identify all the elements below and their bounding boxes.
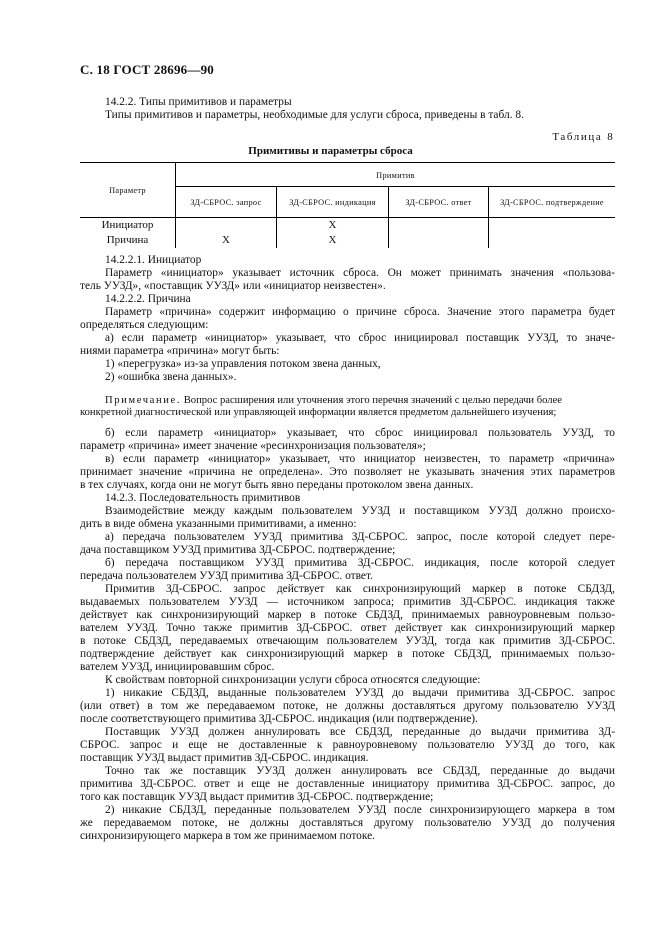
text-line: того как поставщик УУЗД выдаст примитив ЗД-СБРОС. подтверждение; bbox=[80, 791, 434, 803]
text-line: ниями параметра «причина» могут быть: bbox=[80, 345, 280, 357]
note-line: конкретной диагностической или управляющей информации является предметом дальнейшего изучения; bbox=[80, 407, 557, 418]
text-line: параметр «причина» имеет значение «ресинхронизация пользователя»; bbox=[80, 440, 426, 452]
text-line: К свойствам повторной синхронизации услуги сброса относятся следующие: bbox=[105, 674, 481, 686]
text-line: передача пользователем УУЗД примитива ЗД-СБРОС. ответ. bbox=[80, 570, 373, 582]
param-cell: Причина bbox=[106, 234, 149, 246]
text-line: 2) «ошибка звена данных». bbox=[105, 371, 237, 383]
text-line: Параметр «причина» содержит информацию о причине сброса. Значение этого параметра будет bbox=[105, 306, 615, 318]
text-line: вателем УУЗД, инициировавшим сброс. bbox=[80, 661, 275, 673]
table-cell: X bbox=[176, 233, 277, 248]
note-label: Примечание. bbox=[105, 395, 182, 406]
text-line: Поставщик УУЗД должен аннулировать все СБДЗД, переданные до выдачи примитива ЗД- bbox=[105, 726, 615, 738]
param-cell: Инициатор bbox=[101, 219, 154, 232]
text-line: СБРОС. запрос и еще не доставленные к равноуровневому пользователю УУЗД до того, как bbox=[80, 739, 615, 751]
text-line: же передаваемом потоке, не должны доставляться другому пользователю УУЗД до получения bbox=[80, 817, 615, 829]
text-line: 1) никакие СБДЗД, выданные пользователем УУЗД до выдачи примитива ЗД-СБРОС. запрос bbox=[105, 687, 615, 699]
column-header: ЗД-СБРОС. индикация bbox=[277, 187, 389, 218]
text-line: действует как синхронизирующий маркер в потоке СБДЗД, принимаемых равноуровневым пользо- bbox=[80, 609, 615, 621]
table-caption-word: Таблица bbox=[552, 131, 603, 143]
table-cell bbox=[389, 218, 489, 233]
subheading-sequence: 14.2.3. Последовательность примитивов bbox=[105, 492, 301, 504]
table-row bbox=[80, 233, 615, 248]
text-line: принимает значение «причина не определена». Это позволяет не указывать значения этих параметров bbox=[80, 466, 615, 478]
table-cell bbox=[176, 218, 277, 233]
text-line: в потоке СБДЗД, передаваемых отвечающим пользователем УУЗД, тогда как примитив ЗД-СБРОС. bbox=[80, 635, 615, 647]
column-header: ЗД-СБРОС. подтверждение bbox=[489, 187, 616, 218]
text-line: б) если параметр «инициатор» указывает, что сброс инициировал пользователь УУЗД, то bbox=[105, 427, 615, 439]
text-line: дача поставщиком УУЗД примитива ЗД-СБРОС. подтверждение; bbox=[80, 544, 396, 556]
table-cell bbox=[489, 218, 616, 233]
primitives-table bbox=[80, 162, 615, 248]
text-line: Примитив ЗД-СБРОС. запрос действует как синхронизирующий маркер в потоке СБДЗД, bbox=[105, 583, 615, 595]
text-line: а) передача пользователем УУЗД примитива ЗД-СБРОС. запрос, после которой следует пере- bbox=[105, 531, 615, 543]
param-header-cell bbox=[80, 163, 176, 218]
text-line: определяться следующим: bbox=[80, 319, 209, 331]
table-cell: X bbox=[277, 233, 389, 248]
text-line: а) если параметр «инициатор» указывает, что сброс инициировал поставщик УУЗД, то значе- bbox=[105, 332, 615, 344]
text-line: 1) «перегрузка» из-за управления потоком звена данных, bbox=[105, 358, 381, 370]
text-line: синхронизирующего маркера в том же принимаемом потоке. bbox=[80, 830, 376, 842]
text-line: Параметр «инициатор» указывает источник сброса. Он может принимать значения «пользова- bbox=[105, 267, 615, 279]
table-cell bbox=[389, 233, 489, 248]
text-line: б) передача поставщиком УУЗД примитива ЗД-СБРОС. индикация, после которой следует bbox=[105, 557, 615, 569]
section-heading: 14.2.2. Типы примитивов и параметры bbox=[105, 96, 292, 108]
table-cell bbox=[489, 233, 616, 248]
text-line: выдаваемых пользователем УУЗД — источником запроса; примитив ЗД-СБРОС. индикация также bbox=[80, 596, 615, 608]
intro-text: Типы примитивов и параметры, необходимые для услуги сброса, приведены в табл. 8. bbox=[105, 109, 524, 121]
text-line: (или ответ) в том же передаваемом потоке, не должны доставляться другому пользователю УУЗД bbox=[80, 700, 615, 712]
table-row bbox=[80, 218, 615, 233]
subheading-reason: 14.2.2.2. Причина bbox=[105, 293, 191, 305]
page-header: С. 18 ГОСТ 28696—90 bbox=[80, 62, 214, 77]
primitive-header: Примитив bbox=[376, 170, 415, 180]
text-line: подтверждение действует как синхронизирующий маркер в потоке СБДЗД, принимаемых пользо- bbox=[80, 648, 615, 660]
text-line: вателем УУЗД. Точно также примитив ЗД-СБРОС. ответ действует как синхронизирующий маркер bbox=[80, 622, 615, 634]
text-line: после соответствующего примитива ЗД-СБРОС. индикация (или подтверждение). bbox=[80, 713, 478, 725]
subheading-initiator: 14.2.2.1. Инициатор bbox=[105, 254, 202, 266]
primitive-header-cell bbox=[176, 163, 616, 187]
text-line: в) если параметр «инициатор» указывает, что инициатор неизвестен, то параметр «причина» bbox=[105, 453, 615, 465]
column-header: ЗД-СБРОС. ответ bbox=[389, 187, 489, 218]
text-line: тель УУЗД», «поставщик УУЗД» или «инициатор неизвестен». bbox=[80, 280, 386, 292]
table-title: Примитивы и параметры сброса bbox=[248, 145, 413, 157]
text-line: Точно так же поставщик УУЗД должен аннулировать все СБДЗД, переданные до выдачи bbox=[105, 765, 615, 777]
table-cell: X bbox=[277, 218, 389, 233]
text-line: примитива ЗД-СБРОС. ответ и еще не доставленные инициатору примитива ЗД-СБРОС. запрос, до bbox=[80, 778, 615, 790]
note-text: Вопрос расширения или уточнения этого перечня значений с целью передачи более bbox=[183, 395, 562, 406]
table-caption-number: 8 bbox=[607, 131, 615, 143]
text-line: поставщик УУЗД выдаст примитив ЗД-СБРОС. индикация. bbox=[80, 752, 369, 764]
column-header: ЗД-СБРОС. запрос bbox=[176, 187, 277, 218]
text-line: 2) никакие СБДЗД, переданные пользователем УУЗД после синхронизирующего маркера в том bbox=[105, 804, 615, 816]
text-line: Взаимодействие между каждым пользователем УУЗД и поставщиком УУЗД должно происхо- bbox=[105, 505, 615, 517]
param-header: Параметр bbox=[109, 186, 146, 195]
text-line: в тех случаях, когда они не могут быть явно переданы протоколом звена данных. bbox=[80, 479, 474, 491]
text-line: дить в виде обмена указанными примитивами, а именно: bbox=[80, 518, 357, 530]
table-caption bbox=[552, 131, 615, 143]
